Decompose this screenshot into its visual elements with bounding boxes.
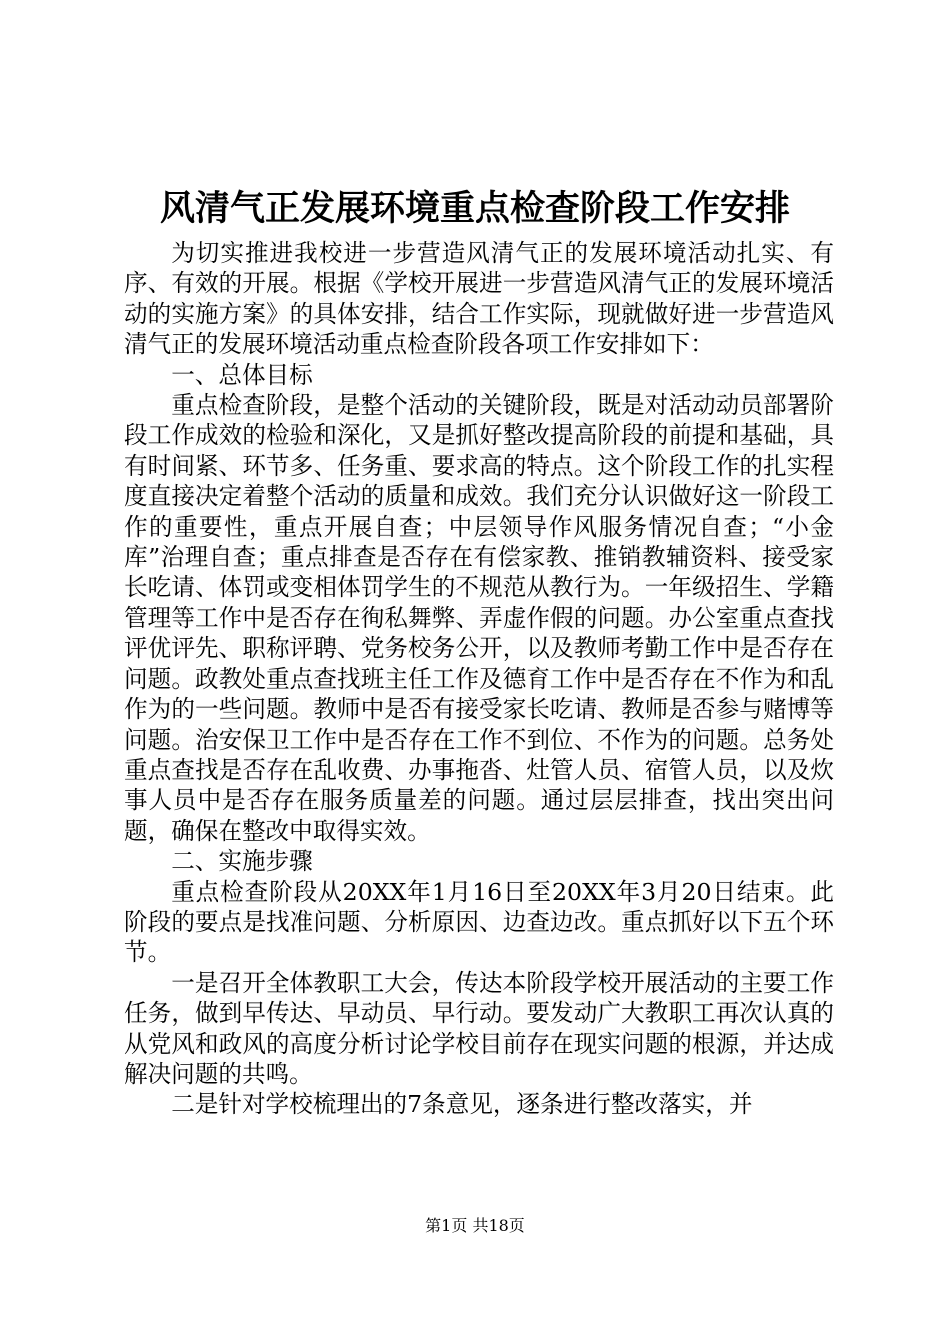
- paragraph-intro: 为切实推进我校进一步营造风清气正的发展环境活动扎实、有序、有效的开展。根据《学校开展进一步营造风清气正的发展环境活动的实施方案》的具体安排，结合工作实际，现就做好进一步营造风清气正的发展环境活动重点检查阶段各项工作安排如下：: [124, 239, 834, 359]
- paragraph-step-one: 一是召开全体教职工大会，传达本阶段学校开展活动的主要工作任务，做到早传达、早动员、早行动。要发动广大教职工再次认真的从党风和政风的高度分析讨论学校目前存在现实问题的根源，并达成解决问题的共鸣。: [124, 968, 834, 1088]
- document-title: 风清气正发展环境重点检查阶段工作安排: [159, 188, 790, 229]
- page-footer: 第1页 共18页: [425, 1216, 525, 1235]
- document-body: [124, 238, 834, 1120]
- section-heading-2: 二、实施步骤: [171, 847, 313, 876]
- paragraph-overall-goal: 重点检查阶段，是整个活动的关键阶段，既是对活动动员部署阶段工作成效的检验和深化，又是抓好整改提高阶段的前提和基础，具有时间紧、环节多、任务重、要求高的特点。这个阶段工作的扎实程度直接决定着整个活动的质量和成效。我们充分认识做好这一阶段工作的重要性，重点开展自查；中层领导作风服务情况自查；“小金库”治理自查；重点排查是否存在有偿家教、推销教辅资料、接受家长吃请、体罚或变相体罚学生的不规范从教行为。一年级招生、学籍管理等工作中是否存在徇私舞弊、弄虚作假的问题。办公室重点查找评优评先、职称评聘、党务校务公开，以及教师考勤工作中是否存在问题。政教处重点查找班主任工作及德育工作中是否存在不作为和乱作为的一些问题。教师中是否有接受家长吃请、教师是否参与赌博等问题。治安保卫工作中是否存在工作不到位、不作为的问题。总务处重点查找是否存在乱收费、办事拖沓、灶管人员、宿管人员，以及炊事人员中是否存在服务质量差的问题。通过层层排查，找出突出问题，确保在整改中取得实效。: [124, 391, 834, 845]
- paragraph-schedule: 重点检查阶段从20XX年1月16日至20XX年3月20日结束。此阶段的要点是找准问题、分析原因、边查边改。重点抓好以下五个环节。: [124, 877, 834, 967]
- paragraph-step-two: 二是针对学校梳理出的7条意见，逐条进行整改落实，并: [171, 1090, 753, 1119]
- section-heading-1: 一、总体目标: [171, 360, 313, 389]
